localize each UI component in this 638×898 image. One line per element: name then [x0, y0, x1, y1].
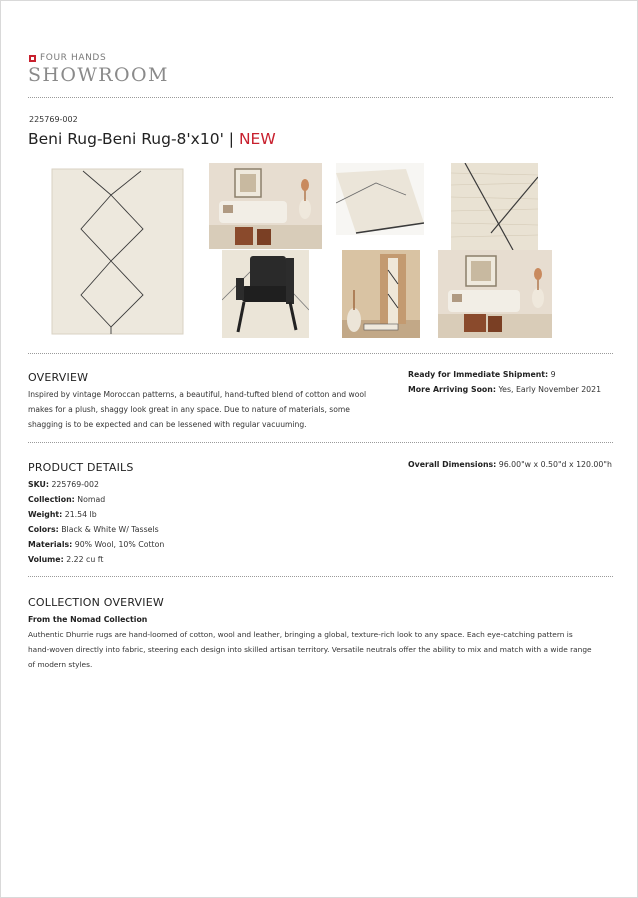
detail-label: SKU:: [28, 480, 49, 489]
collection-subheading: From the Nomad Collection: [28, 615, 148, 624]
detail-value: 21.54 lb: [64, 510, 97, 519]
shipment-status: [408, 367, 556, 382]
rug-flat-image-icon: [51, 167, 184, 336]
rug-corner-image-icon: [336, 163, 424, 235]
detail-label: Collection:: [28, 495, 75, 504]
collection-line: hand-woven directly into fabric, steering each design into skilled artisan territory. Versatile neutrals offer the ability to mix and match with a wide range: [28, 645, 592, 654]
detail-weight: [28, 507, 164, 522]
rug-texture-closeup: [451, 163, 538, 250]
living-room-scene-2: [438, 250, 552, 338]
product-sku: 225769-002: [29, 115, 78, 124]
living-room-scene-1: [209, 163, 322, 249]
overview-text: [28, 387, 398, 432]
detail-sku: [28, 477, 164, 492]
detail-volume: [28, 552, 164, 567]
product-title-text: Beni Rug-Beni Rug-8'x10' |: [28, 130, 234, 148]
detail-materials: [28, 537, 164, 552]
rolled-rug-image-icon: [342, 250, 420, 338]
detail-collection: [28, 492, 164, 507]
collection-heading: COLLECTION OVERVIEW: [28, 596, 164, 609]
overview-line: Inspired by vintage Moroccan patterns, a beautiful, hand-tufted blend of cotton and wool: [28, 390, 367, 399]
detail-value: Black & White W/ Tassels: [61, 525, 159, 534]
overview-line: makes for a plush, shaggy look great in any space. Due to nature of materials, some: [28, 405, 350, 414]
collection-line: Authentic Dhurrie rugs are hand-loomed of cotton, wool and leather, bringing a global, texture-rich look to any space. Each eye-catching pattern is: [28, 630, 573, 639]
dimensions-label: Overall Dimensions:: [408, 460, 497, 469]
detail-value: 225769-002: [51, 480, 99, 489]
chair-on-rug-scene: [222, 250, 309, 338]
living-room-image-icon: [438, 250, 552, 338]
shipment-label: Ready for Immediate Shipment:: [408, 370, 549, 379]
arriving-status: [408, 382, 601, 397]
overview-heading: OVERVIEW: [28, 371, 89, 384]
details-list: [28, 477, 164, 567]
details-heading: PRODUCT DETAILS: [28, 461, 134, 474]
detail-value: 2.22 cu ft: [66, 555, 104, 564]
rug-main-photo: [51, 167, 184, 336]
brand-header: [29, 53, 106, 63]
new-badge: NEW: [238, 130, 276, 148]
detail-label: Colors:: [28, 525, 59, 534]
detail-label: Materials:: [28, 540, 73, 549]
divider: [28, 353, 613, 354]
detail-label: Weight:: [28, 510, 63, 519]
product-title: [28, 130, 276, 148]
detail-colors: [28, 522, 164, 537]
detail-dimensions: [408, 457, 612, 472]
brand-logo-icon: [29, 55, 36, 62]
detail-value: Nomad: [77, 495, 106, 504]
overview-line: shagging is to be expected and can be lessened with regular vacuuming.: [28, 420, 307, 429]
divider: [28, 97, 613, 98]
living-room-image-icon: [209, 163, 322, 249]
detail-value: 90% Wool, 10% Cotton: [74, 540, 165, 549]
collection-text: [28, 627, 618, 672]
shipment-value: 9: [550, 370, 556, 379]
detail-label: Volume:: [28, 555, 64, 564]
divider: [28, 576, 613, 577]
brand-top-text: FOUR HANDS: [40, 53, 107, 63]
arriving-value: Yes, Early November 2021: [498, 385, 602, 394]
rug-corner-detail: [336, 163, 424, 235]
chair-image-icon: [222, 250, 309, 338]
brand-name: SHOWROOM: [28, 64, 169, 86]
dimensions-value: 96.00"w x 0.50"d x 120.00"h: [498, 460, 612, 469]
collection-line: of modern styles.: [28, 660, 93, 669]
divider: [28, 442, 613, 443]
rug-rolled-scene: [342, 250, 420, 338]
rug-texture-image-icon: [451, 163, 538, 250]
arriving-label: More Arriving Soon:: [408, 385, 496, 394]
